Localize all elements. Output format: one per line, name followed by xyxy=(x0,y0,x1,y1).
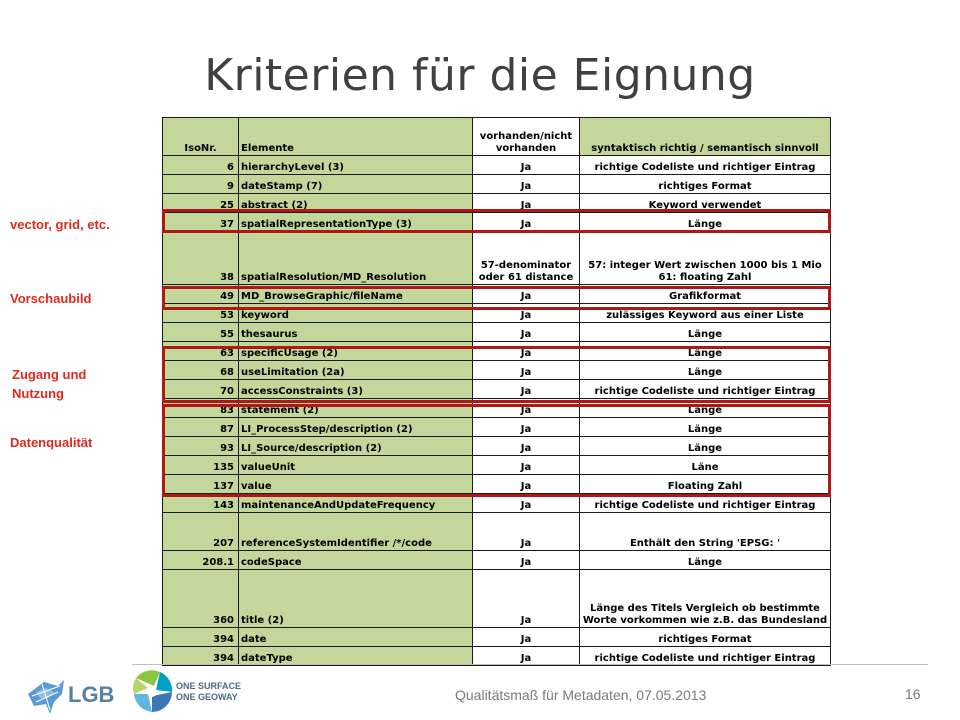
cell-element: useLimitation (2a) xyxy=(239,361,473,380)
cell-syntax: richtiges Format xyxy=(580,175,831,194)
cell-vorhanden: Ja xyxy=(473,647,580,666)
cell-isonr: 68 xyxy=(163,361,239,380)
cell-vorhanden: Ja xyxy=(473,628,580,647)
label-datenqualitaet: Datenqualität xyxy=(10,435,93,450)
cell-vorhanden: Ja xyxy=(473,194,580,213)
highlight-box-browse-graphic xyxy=(162,286,831,310)
cell-vorhanden: Ja xyxy=(473,475,580,494)
cell-vorhanden: Ja xyxy=(473,494,580,513)
cell-vorhanden: Ja xyxy=(473,285,580,304)
cell-element: LI_ProcessStep/description (2) xyxy=(239,418,473,437)
cell-isonr: 49 xyxy=(163,285,239,304)
cell-syntax: richtige Codeliste und richtiger Eintrag xyxy=(580,156,831,175)
cell-isonr: 6 xyxy=(163,156,239,175)
cell-vorhanden: Ja xyxy=(473,513,580,551)
cell-vorhanden: Ja xyxy=(473,570,580,628)
cell-element: title (2) xyxy=(239,570,473,628)
label-zugang-line1: Zugang und xyxy=(12,367,87,382)
cell-vorhanden: Ja xyxy=(473,418,580,437)
cell-syntax: richtige Codeliste und richtiger Eintrag xyxy=(580,647,831,666)
cell-isonr: 135 xyxy=(163,456,239,475)
cell-element: maintenanceAndUpdateFrequency xyxy=(239,494,473,513)
cell-element: accessConstraints (3) xyxy=(239,380,473,399)
cell-syntax: Länge xyxy=(580,213,831,232)
cell-element: specificUsage (2) xyxy=(239,342,473,361)
cell-element: MD_BrowseGraphic/fileName xyxy=(239,285,473,304)
cell-isonr: 87 xyxy=(163,418,239,437)
cell-element: codeSpace xyxy=(239,551,473,570)
label-vector-grid: vector, grid, etc. xyxy=(10,217,110,232)
osog-logo-line2: ONE GEOWAY xyxy=(176,692,238,702)
cell-vorhanden: Ja xyxy=(473,551,580,570)
cell-syntax: Keyword verwendet xyxy=(580,194,831,213)
table-row xyxy=(163,570,831,628)
cell-vorhanden: Ja xyxy=(473,323,580,342)
cell-isonr: 208.1 xyxy=(163,551,239,570)
footer-caption: Qualitätsmaß für Metadaten, 07.05.2013 xyxy=(455,687,707,703)
label-zugang-line2: Nutzung xyxy=(12,386,64,401)
table-row xyxy=(163,647,831,666)
cell-isonr: 9 xyxy=(163,175,239,194)
cell-syntax: Floating Zahl xyxy=(580,475,831,494)
cell-syntax: richtiges Format xyxy=(580,628,831,647)
cell-vorhanden: Ja xyxy=(473,456,580,475)
label-vorschaubild: Vorschaubild xyxy=(10,291,92,306)
highlight-box-spatial-representation xyxy=(162,209,831,233)
footer-divider xyxy=(132,664,928,665)
cell-isonr: 53 xyxy=(163,304,239,323)
header-syntaktisch: syntaktisch richtig / semantisch sinnvoll xyxy=(580,118,831,156)
header-elemente: Elemente xyxy=(239,118,473,156)
cell-element: dateType xyxy=(239,647,473,666)
slide-title: Kriterien für die Eignung xyxy=(204,50,756,101)
cell-isonr: 70 xyxy=(163,380,239,399)
cell-syntax: Länge des Titels Vergleich ob bestimmte Worte vorkommen wie z.B. das Bundesland xyxy=(580,570,831,628)
cell-vorhanden: Ja xyxy=(473,175,580,194)
cell-element: valueUnit xyxy=(239,456,473,475)
lgb-logo-text: LGB xyxy=(68,682,115,707)
cell-vorhanden: Ja xyxy=(473,380,580,399)
cell-syntax: Länge xyxy=(580,418,831,437)
table-row xyxy=(163,156,831,175)
page-number: 16 xyxy=(905,686,921,702)
table-row xyxy=(163,628,831,647)
cell-element: statement (2) xyxy=(239,399,473,418)
table-row xyxy=(163,513,831,551)
cell-isonr: 137 xyxy=(163,475,239,494)
cell-syntax: Enthält den String 'EPSG: ' xyxy=(580,513,831,551)
cell-isonr: 55 xyxy=(163,323,239,342)
cell-syntax: Länge xyxy=(580,323,831,342)
cell-vorhanden: Ja xyxy=(473,213,580,232)
cell-isonr: 207 xyxy=(163,513,239,551)
cell-element: value xyxy=(239,475,473,494)
cell-syntax: Länge xyxy=(580,551,831,570)
cell-vorhanden: Ja xyxy=(473,399,580,418)
cell-element: thesaurus xyxy=(239,323,473,342)
cell-element: abstract (2) xyxy=(239,194,473,213)
cell-isonr: 25 xyxy=(163,194,239,213)
cell-element: referenceSystemIdentifier /*/code xyxy=(239,513,473,551)
cell-syntax: 57: integer Wert zwischen 1000 bis 1 Mio 61: floating Zahl xyxy=(580,232,831,285)
highlight-box-access-usage xyxy=(162,346,831,403)
cell-isonr: 63 xyxy=(163,342,239,361)
cell-syntax: Länge xyxy=(580,437,831,456)
cell-element: dateStamp (7) xyxy=(239,175,473,194)
cell-syntax: Grafikformat xyxy=(580,285,831,304)
cell-syntax: richtige Codeliste und richtiger Eintrag xyxy=(580,494,831,513)
cell-element: spatialRepresentationType (3) xyxy=(239,213,473,232)
cell-element: hierarchyLevel (3) xyxy=(239,156,473,175)
cell-syntax: richtige Codeliste und richtiger Eintrag xyxy=(580,380,831,399)
table-row xyxy=(163,551,831,570)
table-row xyxy=(163,175,831,194)
cell-element: LI_Source/description (2) xyxy=(239,437,473,456)
cell-vorhanden: Ja xyxy=(473,304,580,323)
highlight-box-data-quality xyxy=(162,404,831,497)
cell-isonr: 93 xyxy=(163,437,239,456)
cell-vorhanden: Ja xyxy=(473,361,580,380)
cell-vorhanden: Ja xyxy=(473,156,580,175)
cell-vorhanden: Ja xyxy=(473,437,580,456)
cell-isonr: 143 xyxy=(163,494,239,513)
cell-syntax: Länge xyxy=(580,361,831,380)
cell-syntax: Läne xyxy=(580,456,831,475)
cell-isonr: 38 xyxy=(163,232,239,285)
cell-isonr: 360 xyxy=(163,570,239,628)
cell-syntax: Länge xyxy=(580,399,831,418)
cell-isonr: 394 xyxy=(163,647,239,666)
cell-vorhanden: Ja xyxy=(473,342,580,361)
cell-element: keyword xyxy=(239,304,473,323)
cell-vorhanden: 57-denominator oder 61 distance xyxy=(473,232,580,285)
cell-isonr: 83 xyxy=(163,399,239,418)
cell-element: spatialResolution/MD_Resolution xyxy=(239,232,473,285)
table-header-row xyxy=(163,118,831,156)
cell-syntax: Länge xyxy=(580,342,831,361)
table-row xyxy=(163,323,831,342)
cell-element: date xyxy=(239,628,473,647)
cell-isonr: 37 xyxy=(163,213,239,232)
osog-logo-line1: ONE SURFACE xyxy=(176,681,242,691)
cell-isonr: 394 xyxy=(163,628,239,647)
header-vorhanden: vorhanden/nicht vorhanden xyxy=(473,118,580,156)
cell-syntax: zulässiges Keyword aus einer Liste xyxy=(580,304,831,323)
header-isonr: IsoNr. xyxy=(163,118,239,156)
table-row xyxy=(163,232,831,285)
